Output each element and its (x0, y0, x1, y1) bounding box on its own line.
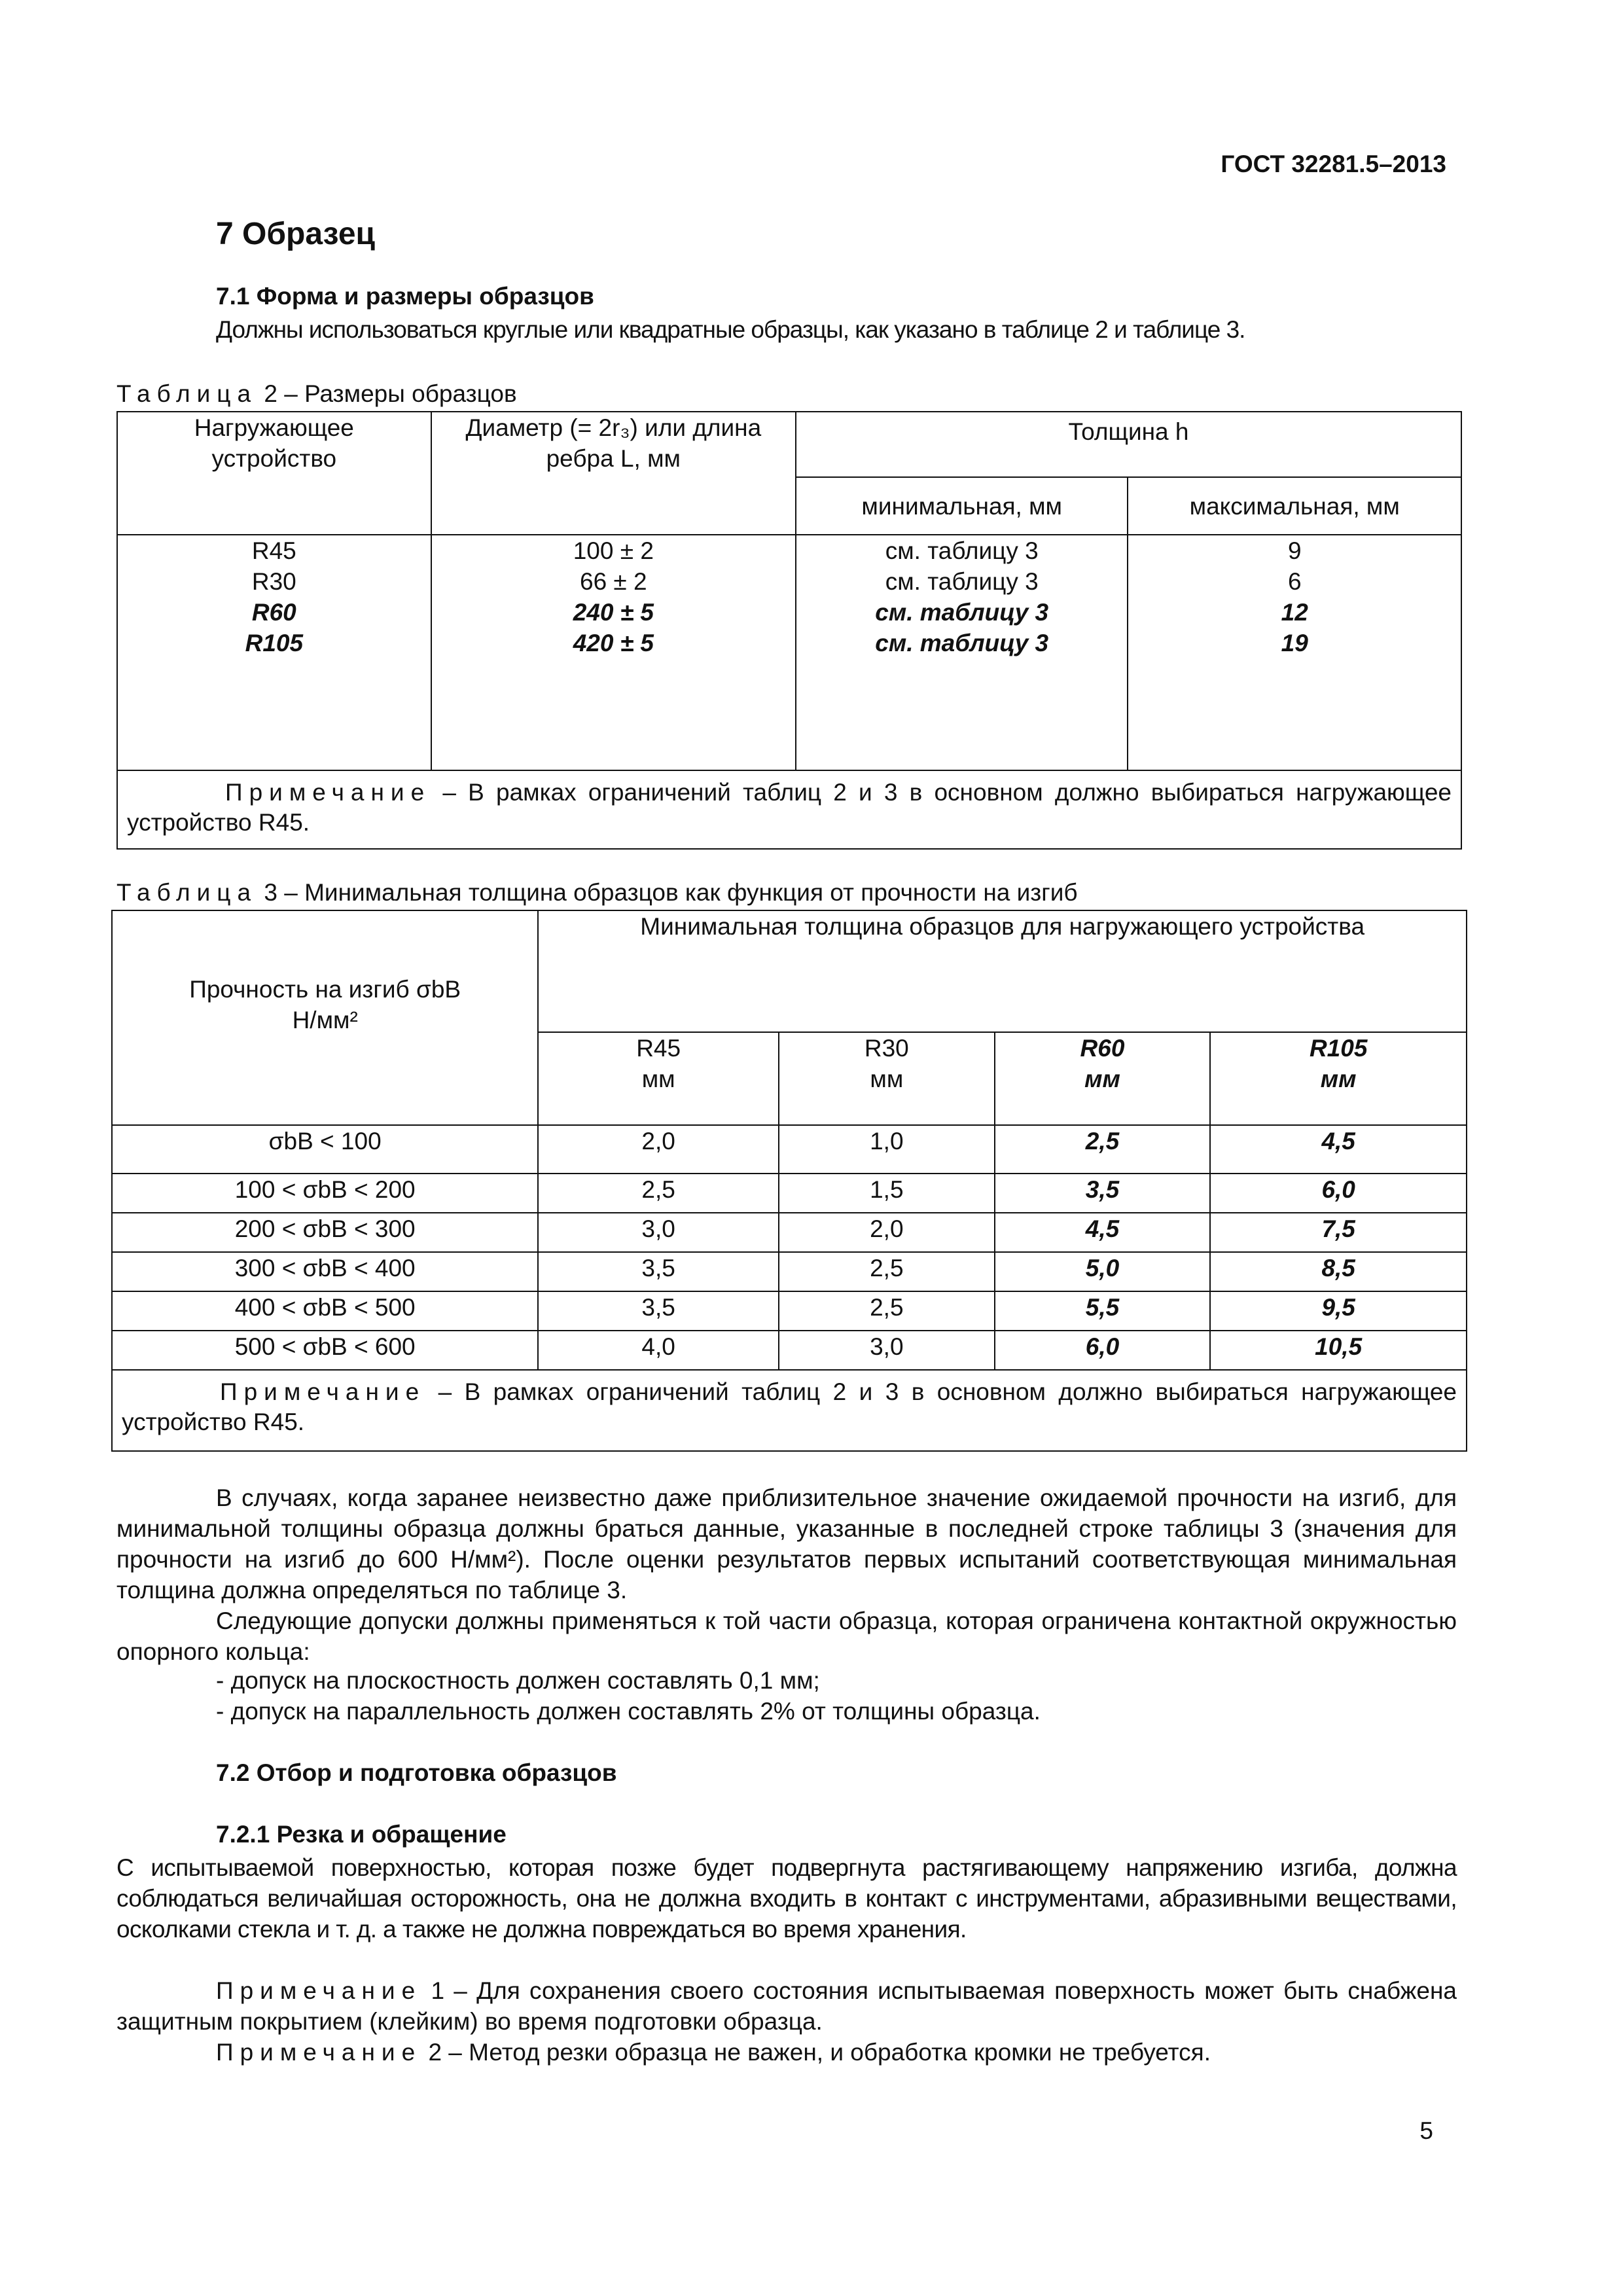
table-row (112, 1252, 1467, 1291)
table2-header-size: Диаметр (= 2r₃) или длина ребра L, мм (431, 412, 796, 535)
table2-min-cell (796, 535, 1128, 770)
table2-device-r105: R105 (245, 630, 304, 656)
table2-size-r45: 100 ± 2 (573, 537, 654, 564)
table2-header-thickness: Толщина h (796, 412, 1461, 477)
table2 (116, 411, 1462, 850)
table3-value: 5,5 (995, 1291, 1211, 1331)
table3 (111, 910, 1467, 1452)
table2-note-word: Примечание (225, 779, 431, 806)
subsection-text: Должны использоваться круглые или квадратные образцы, как указано в таблице 2 и таблице 3. (216, 316, 1245, 343)
table2-max-cell (1128, 535, 1461, 770)
table3-header-r30-name: R30 (864, 1035, 909, 1062)
table3-header-r105-name: R105 (1309, 1035, 1368, 1062)
table2-caption (116, 378, 517, 409)
table2-min-r45: см. таблицу 3 (885, 537, 1039, 564)
table3-caption-rest: 3 – Минимальная толщина образцов как функция от прочности на изгиб (264, 879, 1078, 906)
table-row (112, 1213, 1467, 1252)
table3-value: 3,5 (538, 1252, 779, 1291)
table3-header-r30-unit: мм (870, 1066, 904, 1092)
table3-range: 300 < σbB < 400 (112, 1252, 538, 1291)
table3-value: 2,5 (538, 1174, 779, 1213)
body-paragraph-2: Следующие допуски должны применяться к той части образца, которая ограничена контактной окружностью опорного кольца: (116, 1607, 1457, 1665)
table2-device-r30: R30 (251, 568, 296, 595)
table3-value: 10,5 (1210, 1331, 1467, 1370)
table2-note-text: – В рамках ограничений таблиц 2 и 3 в основном должно выбираться нагружающее устройство R45. (127, 779, 1452, 836)
table3-value: 4,0 (538, 1331, 779, 1370)
table2-max-r60: 12 (1281, 599, 1308, 626)
table3-header-r105-unit: мм (1320, 1066, 1357, 1092)
body-paragraph-1: В случаях, когда заранее неизвестно даже приблизительное значение ожидаемой прочности на изгиб, для минимальной толщины образца должны браться данные, указанные в последней строке таблицы 3 (значения для прочности на изгиб до 600 Н/мм²). После оценки результатов первых испытаний соответствующая минимальная толщина должна определяться по таблице 3. (116, 1484, 1457, 1604)
body-note-2-word: Примечание (216, 2039, 422, 2066)
table2-note (117, 770, 1461, 849)
table3-range: 100 < σbB < 200 (112, 1174, 538, 1213)
table3-note-text: – В рамках ограничений таблиц 2 и 3 в основном должно выбираться нагружающее устройство R45. (122, 1378, 1457, 1435)
table3-header-r60-unit: мм (1084, 1066, 1120, 1092)
table3-note (112, 1370, 1467, 1451)
table3-value: 4,5 (1210, 1125, 1467, 1174)
table3-header-r60-name: R60 (1080, 1035, 1125, 1062)
table3-value: 3,5 (995, 1174, 1211, 1213)
table3-value: 1,0 (779, 1125, 995, 1174)
page-number: 5 (1419, 2117, 1433, 2144)
table2-min-r30: см. таблицу 3 (885, 568, 1039, 595)
table3-caption-word: Таблица (116, 879, 258, 906)
table3-range: 500 < σbB < 600 (112, 1331, 538, 1370)
table3-value: 8,5 (1210, 1252, 1467, 1291)
table-row (112, 1291, 1467, 1331)
table3-header-strength (112, 910, 538, 1125)
body-note-2-text: 2 – Метод резки образца не важен, и обработка кромки не требуется. (428, 2039, 1211, 2066)
bullet-flatness: - допуск на плоскостность должен составлять 0,1 мм; (216, 1667, 820, 1694)
table3-value: 1,5 (779, 1174, 995, 1213)
table2-min-r105: см. таблицу 3 (875, 630, 1049, 656)
table3-value: 4,5 (995, 1213, 1211, 1252)
table3-value: 2,5 (779, 1291, 995, 1331)
body-note-1-word: Примечание (216, 1977, 422, 2004)
table3-header-r45 (538, 1032, 779, 1125)
table2-header-device: Нагружающее устройство (117, 412, 431, 535)
table2-size-cell (431, 535, 796, 770)
body-note-1-text: 1 – Для сохранения своего состояния испытываемая поверхность может быть снабжена защитным покрытием (клейким) во время подготовки образца. (116, 1977, 1457, 2035)
bullet-parallelism: - допуск на параллельность должен составлять 2% от толщины образца. (216, 1698, 1041, 1725)
table3-value: 2,0 (538, 1125, 779, 1174)
table2-max-r30: 6 (1287, 568, 1302, 595)
table2-caption-word: Таблица (116, 380, 258, 407)
subsection-title: 7.1 Форма и размеры образцов (216, 283, 594, 310)
subsection-7-2-title: 7.2 Отбор и подготовка образцов (216, 1759, 617, 1786)
table2-device-r45: R45 (251, 537, 296, 564)
table-row (112, 1331, 1467, 1370)
body-note-1 (116, 1975, 1457, 2037)
body-paragraph-3: С испытываемой поверхностью, которая позже будет подвергнута растягивающему напряжению изгиба, должна соблюдаться величайшая осторожность, она не должна входить в контакт с инструментами, абразивными веществами, осколками стекла и т. д. а также не должна повреждаться во время хранения. (116, 1854, 1457, 1943)
table3-value: 2,5 (779, 1252, 995, 1291)
table2-caption-rest: 2 – Размеры образцов (264, 380, 517, 407)
table2-header-min: минимальная, мм (796, 477, 1128, 535)
table3-range: σbB < 100 (112, 1125, 538, 1174)
table3-value: 3,0 (538, 1213, 779, 1252)
table3-value: 5,0 (995, 1252, 1211, 1291)
table2-size-r60: 240 ± 5 (573, 599, 654, 626)
table2-device-r60: R60 (251, 599, 296, 626)
document-code: ГОСТ 32281.5–2013 (1221, 151, 1446, 177)
table3-caption (116, 877, 1078, 908)
table3-value: 9,5 (1210, 1291, 1467, 1331)
table-row (112, 1125, 1467, 1174)
table2-device-cell (117, 535, 431, 770)
table3-range: 200 < σbB < 300 (112, 1213, 538, 1252)
table3-header-r30 (779, 1032, 995, 1125)
subsection-7-2-1-title: 7.2.1 Резка и обращение (216, 1821, 507, 1848)
table3-header-r60 (995, 1032, 1211, 1125)
table3-header-r45-name: R45 (636, 1035, 681, 1062)
table2-size-r30: 66 ± 2 (580, 568, 647, 595)
table2-max-r45: 9 (1287, 537, 1302, 564)
table3-value: 3,5 (538, 1291, 779, 1331)
table-row (112, 1174, 1467, 1213)
table3-value: 6,0 (1210, 1174, 1467, 1213)
table3-header-r105 (1210, 1032, 1467, 1125)
table3-value: 2,0 (779, 1213, 995, 1252)
table3-value: 3,0 (779, 1331, 995, 1370)
table2-min-r60: см. таблицу 3 (875, 599, 1049, 626)
section-title: 7 Образец (216, 217, 376, 251)
table3-value: 2,5 (995, 1125, 1211, 1174)
table3-header-strength-line2: Н/мм² (292, 1007, 358, 1033)
table3-value: 6,0 (995, 1331, 1211, 1370)
body-note-2 (116, 2037, 1457, 2068)
table3-range: 400 < σbB < 500 (112, 1291, 538, 1331)
table3-header-group: Минимальная толщина образцов для нагружающего устройства (538, 910, 1467, 1032)
table3-header-r45-unit: мм (641, 1066, 675, 1092)
table3-header-strength-line1: Прочность на изгиб σbB (189, 976, 461, 1003)
table2-max-r105: 19 (1281, 630, 1308, 656)
table3-note-word: Примечание (220, 1378, 426, 1405)
table3-value: 7,5 (1210, 1213, 1467, 1252)
table2-header-max: максимальная, мм (1128, 477, 1461, 535)
table2-size-r105: 420 ± 5 (573, 630, 654, 656)
